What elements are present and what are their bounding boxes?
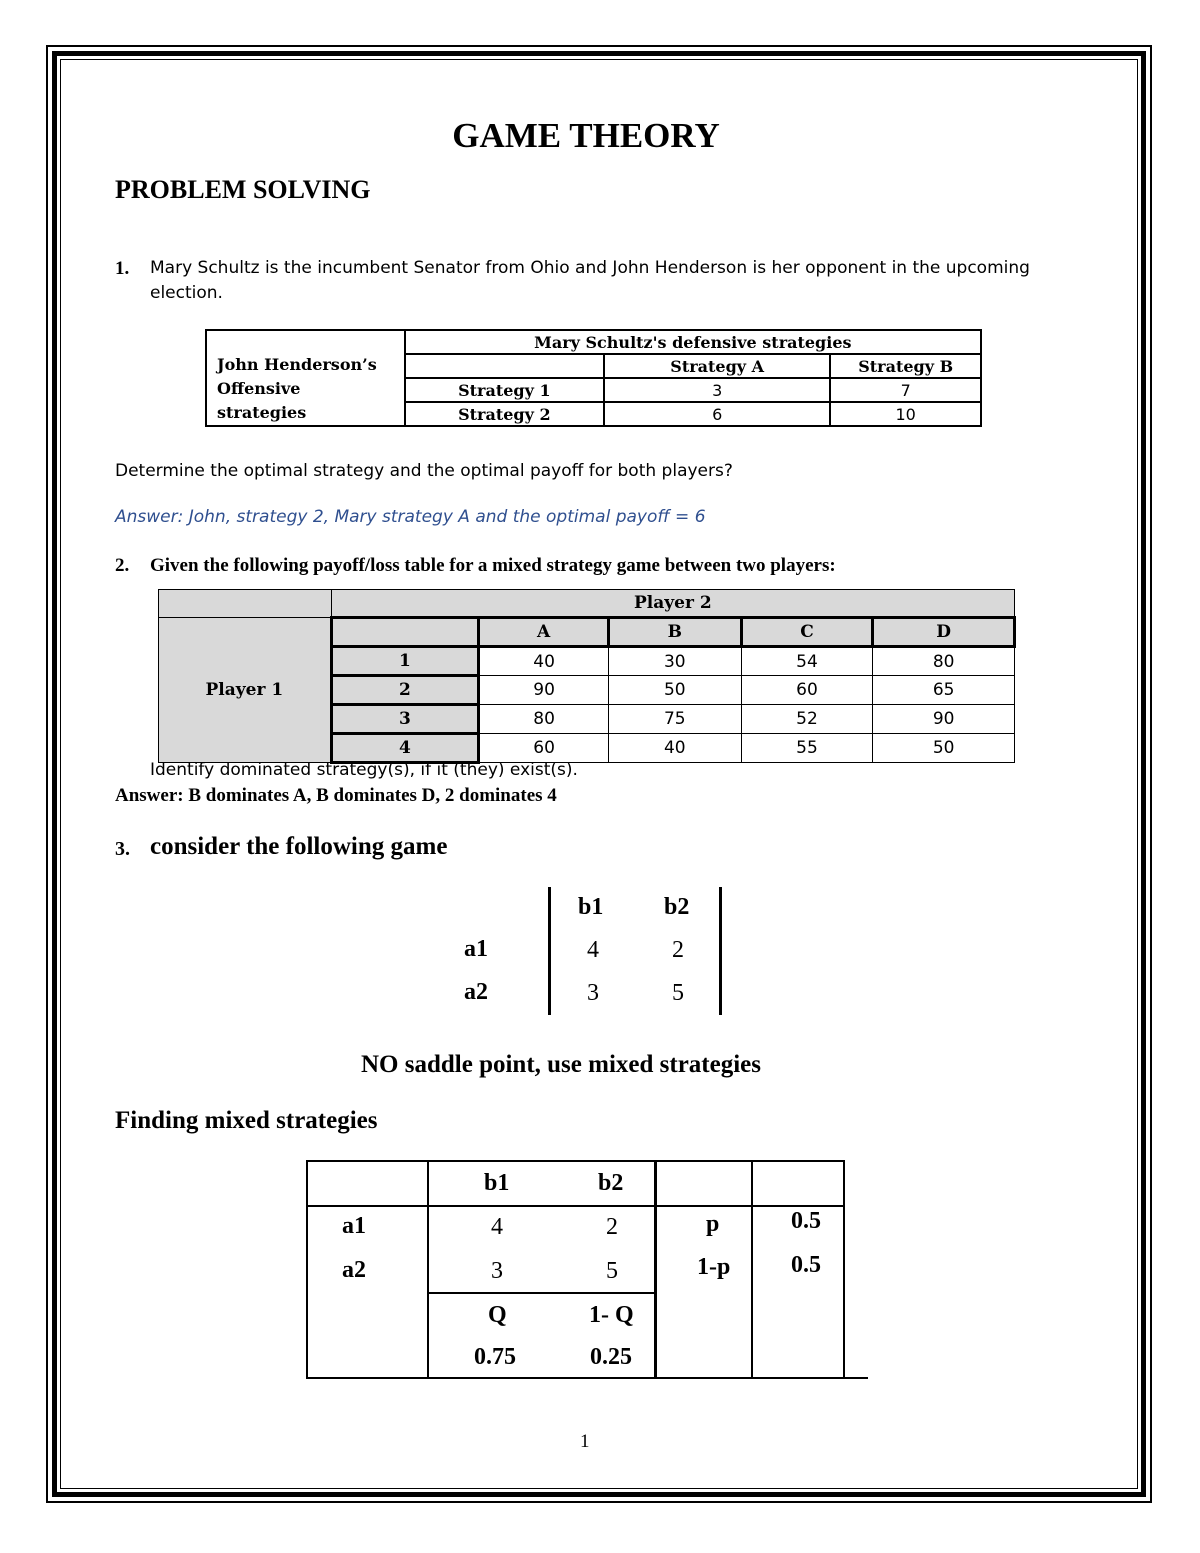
mixed-1-p-label: 1-p xyxy=(697,1254,731,1280)
section-heading: PROBLEM SOLVING xyxy=(115,175,371,204)
q1-header: Mary Schultz's defensive strategies xyxy=(405,330,981,354)
page-number: 1 xyxy=(580,1431,590,1452)
mixed-row-a2: a2 xyxy=(342,1257,366,1283)
game-matrix-right-bar xyxy=(719,887,722,1015)
q2-col-d: D xyxy=(873,618,1015,647)
game-col-b1: b1 xyxy=(578,894,604,920)
q1-question: Determine the optimal strategy and the optimal payoff for both players? xyxy=(115,461,733,481)
q2-answer: Answer: B dominates A, B dominates D, 2 dominates 4 xyxy=(115,785,557,806)
q1-empty-cell xyxy=(405,354,604,378)
table-row: Strategy 1 3 7 xyxy=(206,378,981,402)
game-row-a1: a1 xyxy=(464,936,488,962)
q2-header-empty xyxy=(331,618,479,647)
game-col-b2: b2 xyxy=(664,894,690,920)
q2-number: 2. xyxy=(115,555,130,576)
table-row: 4 60 40 55 50 xyxy=(159,734,1015,763)
mixed-col-b2: b2 xyxy=(598,1170,624,1196)
mixed-cell-21: 3 xyxy=(491,1258,503,1284)
q2-corner-cell xyxy=(159,590,332,618)
q1-text-line2: election. xyxy=(150,283,223,303)
q2-payoff-table xyxy=(158,589,1016,764)
q1-number: 1. xyxy=(115,258,130,279)
mixed-1-p-value: 0.5 xyxy=(791,1252,821,1278)
mixed-cell-12: 2 xyxy=(606,1214,618,1240)
mixed-1-q-value: 0.25 xyxy=(590,1344,632,1370)
q3-number: 3. xyxy=(115,838,130,860)
mixed-q-label: Q xyxy=(488,1302,507,1328)
game-cell-21: 3 xyxy=(587,980,599,1006)
game-matrix-left-bar xyxy=(548,887,551,1015)
game-row-a2: a2 xyxy=(464,979,488,1005)
table-row: 1 40 30 54 80 xyxy=(159,647,1015,676)
q2-col-b: B xyxy=(608,618,741,647)
q2-col-a: A xyxy=(479,618,609,647)
table-row: 2 90 50 60 65 xyxy=(159,676,1015,705)
game-cell-11: 4 xyxy=(587,937,599,963)
game-cell-22: 5 xyxy=(672,980,684,1006)
table-row: Strategy 2 6 10 xyxy=(206,402,981,426)
mixed-cell-11: 4 xyxy=(491,1214,503,1240)
q2-player2-label: Player 2 xyxy=(331,590,1014,618)
q1-col-b: Strategy B xyxy=(830,354,981,378)
mixed-1-q-label: 1- Q xyxy=(589,1302,634,1328)
q2-col-c: C xyxy=(741,618,873,647)
q2-question: Identify dominated strategy(s), if it (they) exist(s). xyxy=(150,760,578,780)
mixed-row-a1: a1 xyxy=(342,1213,366,1239)
mixed-heading: Finding mixed strategies xyxy=(115,1107,378,1134)
table-row: 3 80 75 52 90 xyxy=(159,705,1015,734)
mixed-cell-22: 5 xyxy=(606,1258,618,1284)
q1-payoff-table xyxy=(205,329,982,427)
mixed-col-b1: b1 xyxy=(484,1170,510,1196)
mixed-p-label: p xyxy=(706,1211,720,1237)
saddle-note: NO saddle point, use mixed strategies xyxy=(361,1051,761,1078)
q1-col-a: Strategy A xyxy=(604,354,830,378)
q1-answer: Answer: John, strategy 2, Mary strategy A and the optimal payoff = 6 xyxy=(115,507,706,527)
q2-player1-label: Player 1 xyxy=(159,618,332,763)
mixed-q-value: 0.75 xyxy=(474,1344,516,1370)
q1-text-line1: Mary Schultz is the incumbent Senator from Ohio and John Henderson is her opponent in the upcoming xyxy=(150,258,1030,278)
q2-text: Given the following payoff/loss table for a mixed strategy game between two players: xyxy=(150,555,836,576)
q3-text: consider the following game xyxy=(150,833,448,860)
mixed-p-value: 0.5 xyxy=(791,1208,821,1234)
page-title: GAME THEORY xyxy=(452,116,720,155)
q1-side-label: John Henderson’s Offensive strategies xyxy=(206,330,405,426)
game-cell-12: 2 xyxy=(672,937,684,963)
